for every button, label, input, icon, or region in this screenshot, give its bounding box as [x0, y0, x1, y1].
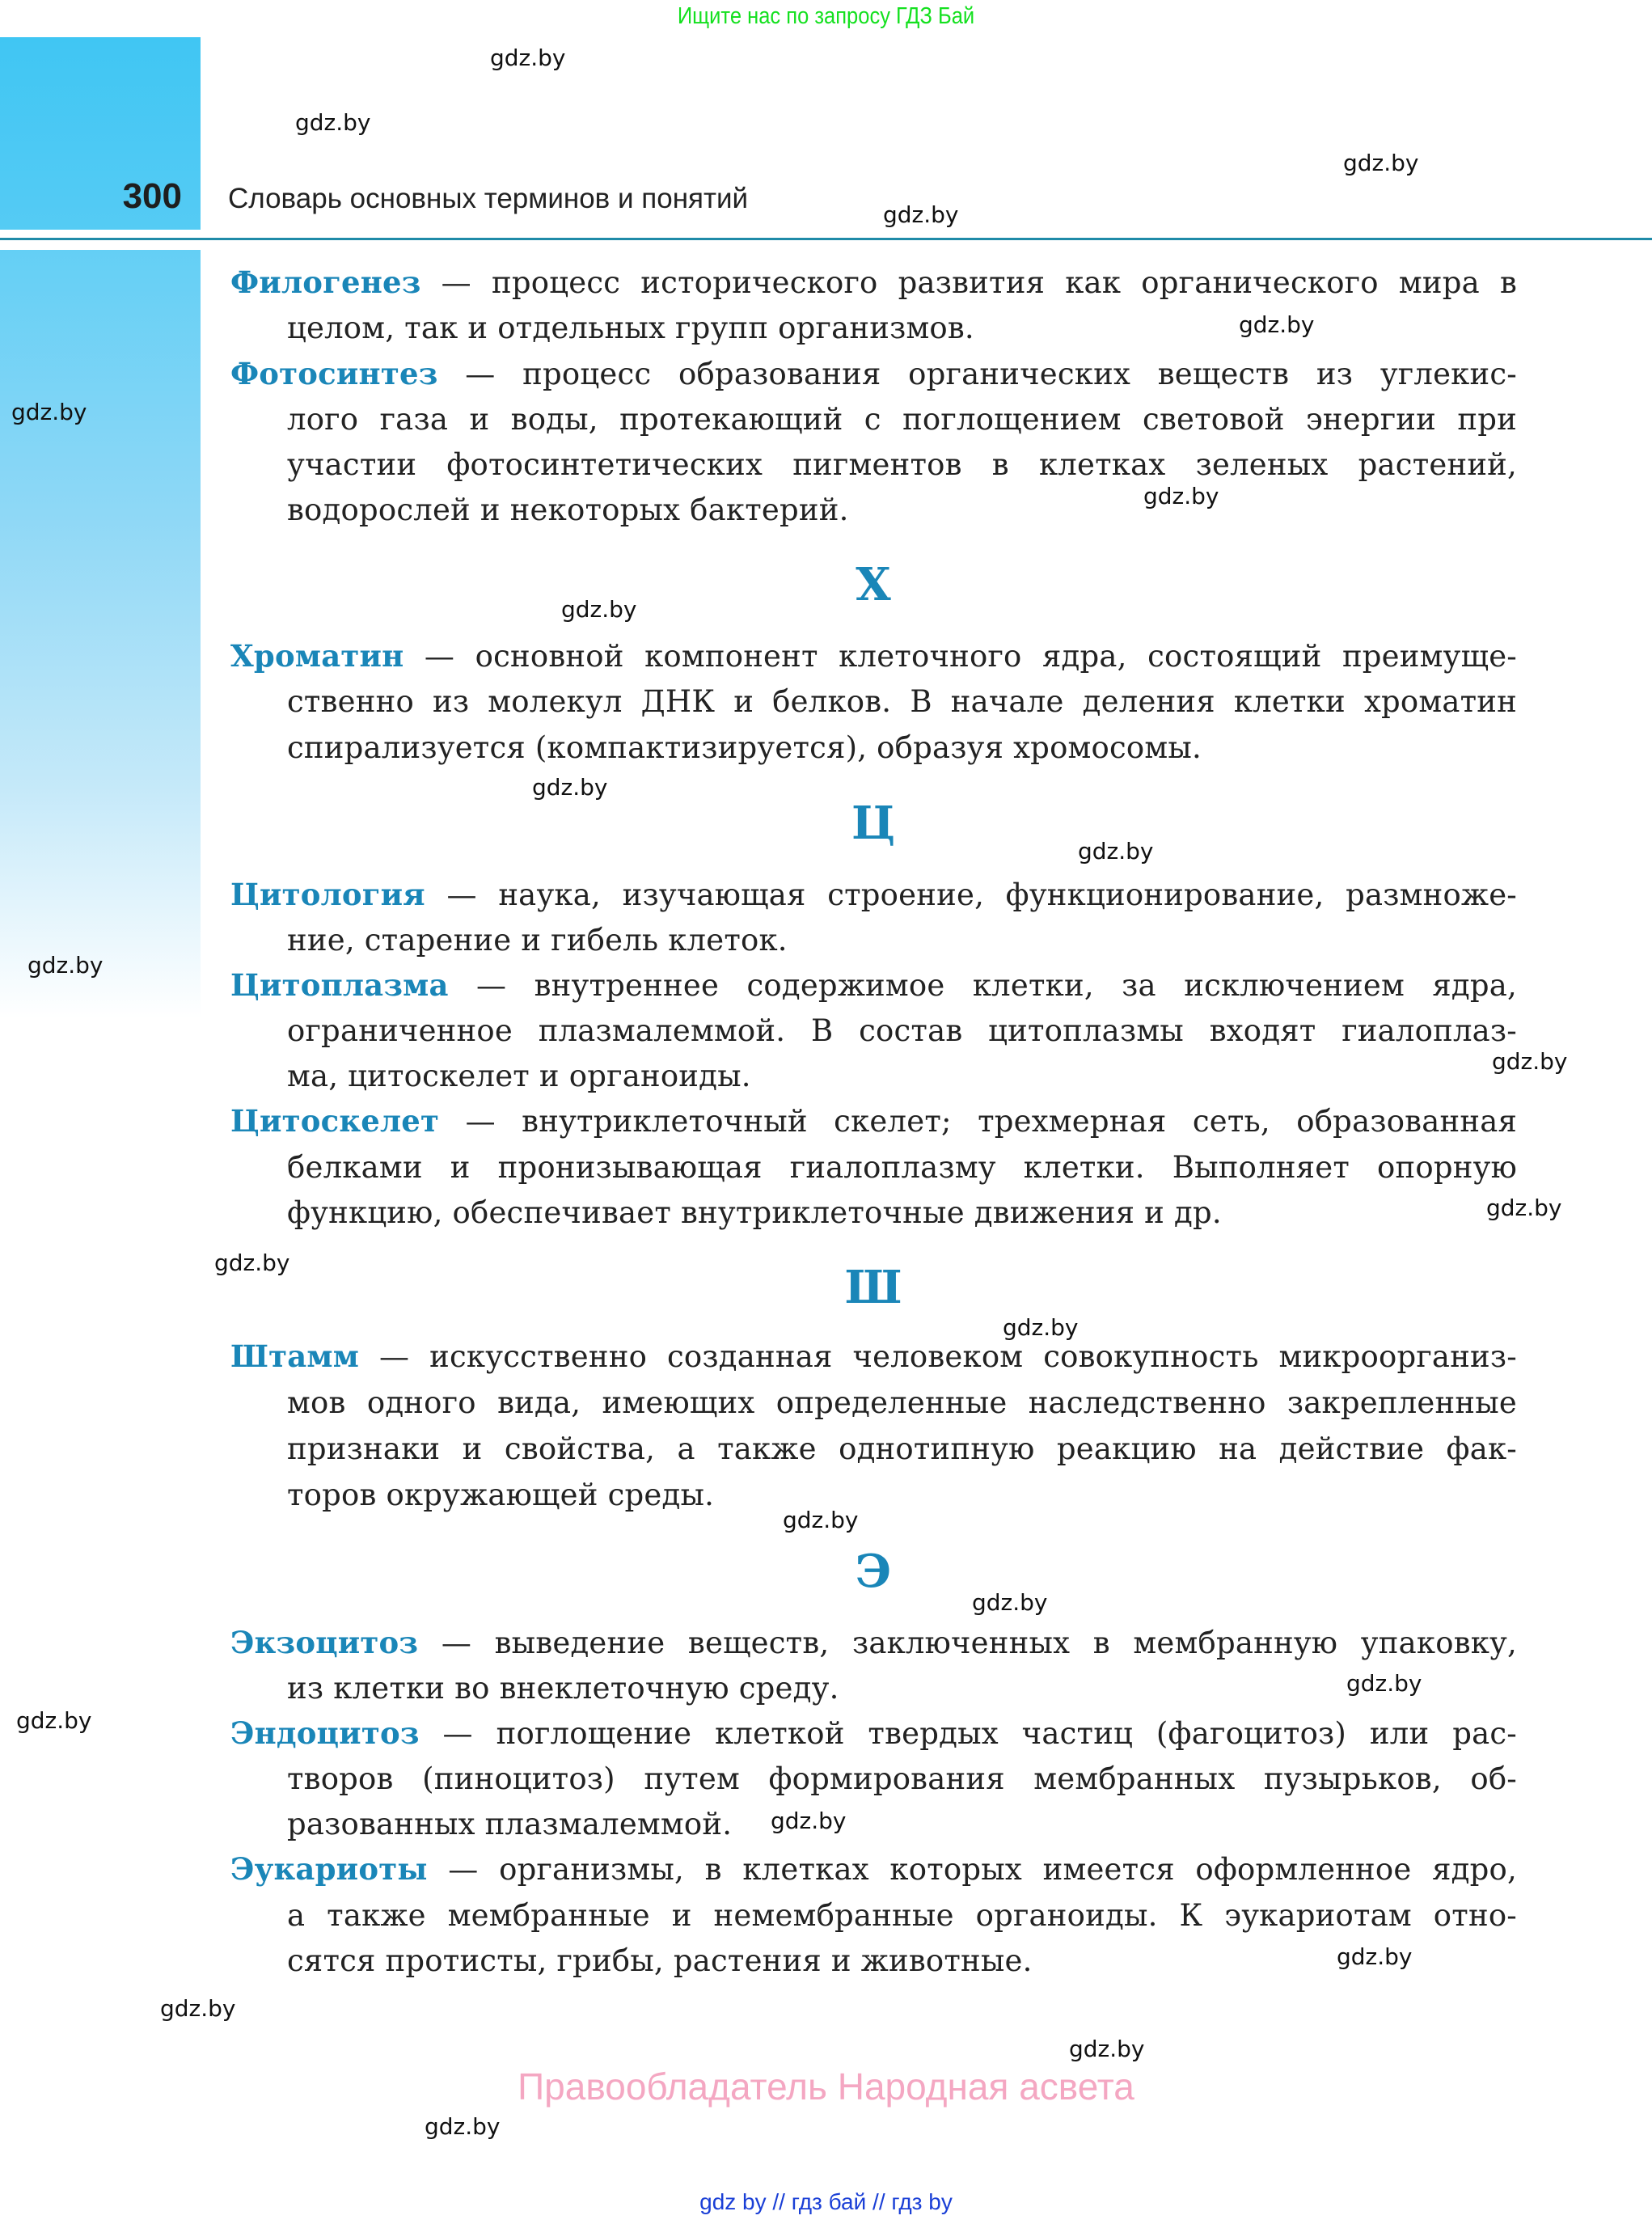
watermark: gdz.by [771, 1808, 847, 1834]
watermark: gdz.by [11, 399, 87, 425]
term-khromatin: Хроматин [230, 638, 404, 674]
term-tsitoplazma: Цитоплазма [230, 967, 449, 1003]
entry-line: признаки и свойства, а также однотипную реакцию на действие фак- [287, 1431, 1517, 1466]
watermark: gdz.by [561, 596, 637, 623]
footer-links[interactable]: gdz by // гдз бай // гдз by [699, 2189, 953, 2214]
entry-line: из клетки во внеклеточную среду. [287, 1671, 839, 1706]
entry-line: лого газа и воды, протекающий с поглощением световой энергии при [287, 402, 1517, 437]
watermark: gdz.by [425, 2113, 501, 2140]
watermark: gdz.by [160, 1995, 236, 2022]
watermark: gdz.by [1003, 1314, 1079, 1341]
entry-line: Штамм — искусственно созданная человеком совокупность микроорганиз- [230, 1338, 1517, 1374]
copyright-holder: Правообладатель Народная асвета [518, 2065, 1134, 2108]
watermark: gdz.by [883, 201, 959, 228]
watermark: gdz.by [1143, 483, 1219, 509]
entry-line: Фотосинтез — процесс образования органических веществ из углекис- [230, 356, 1517, 391]
entry-line: Хроматин — основной компонент клеточного ядра, состоящий преимуще- [230, 638, 1517, 674]
entry-line: ма, цитоскелет и органоиды. [287, 1059, 751, 1093]
entry-line: Цитология — наука, изучающая строение, функционирование, размноже- [230, 877, 1517, 912]
entry-line: ограниченное плазмалеммой. В состав цитоплазмы входят гиалоплаз- [287, 1013, 1517, 1048]
entry-line: участии фотосинтетических пигментов в клетках зеленых растений, [287, 447, 1517, 482]
section-letter-e: Э [855, 1545, 892, 1598]
entry-line: функцию, обеспечивает внутриклеточные движения и др. [287, 1195, 1222, 1230]
entry-line: Филогенез — процесс исторического развития как органического мира в [230, 264, 1517, 300]
header-rule [0, 238, 1652, 240]
entry-line: белками и пронизывающая гиалоплазму клетки. Выполняет опорную [287, 1150, 1517, 1185]
watermark: gdz.by [1346, 1670, 1422, 1697]
entry-line: водорослей и некоторых бактерий. [287, 493, 849, 527]
section-letter-sh: Ш [844, 1261, 902, 1314]
watermark: gdz.by [1078, 838, 1154, 865]
watermark: gdz.by [1492, 1048, 1568, 1075]
section-letter-ts: Ц [851, 797, 896, 850]
watermark: gdz.by [27, 952, 104, 979]
watermark: gdz.by [1337, 1943, 1413, 1970]
watermark: gdz.by [490, 44, 566, 71]
entry-line: Эндоцитоз — поглощение клеткой твердых частиц (фагоцитоз) или рас- [230, 1715, 1517, 1751]
entry-line: мов одного вида, имеющих определенные наследственно закрепленные [287, 1385, 1517, 1420]
entry-line: Цитоскелет — внутриклеточный скелет; трехмерная сеть, образованная [230, 1103, 1517, 1139]
watermark: gdz.by [214, 1249, 290, 1276]
term-eukarioty: Эукариоты [230, 1851, 428, 1887]
entry-line: спирализуется (компактизируется), образуя хромосомы. [287, 730, 1202, 765]
entry-line: сятся протисты, грибы, растения и животные. [287, 1943, 1033, 1978]
entry-line: торов окружающей среды. [287, 1478, 715, 1512]
sidebar-gradient-block [0, 250, 201, 1018]
term-fotosintez: Фотосинтез [230, 356, 438, 391]
watermark: gdz.by [1486, 1194, 1562, 1221]
watermark: gdz.by [972, 1589, 1048, 1616]
term-shtamm: Штамм [230, 1338, 360, 1374]
page-number: 300 [122, 176, 182, 216]
term-tsitoskelet: Цитоскелет [230, 1103, 440, 1139]
term-ekzotsitoz: Экзоцитоз [230, 1625, 419, 1660]
watermark: gdz.by [1343, 150, 1419, 176]
watermark: gdz.by [532, 774, 608, 801]
term-endotsitoz: Эндоцитоз [230, 1715, 420, 1751]
watermark: gdz.by [1069, 2036, 1145, 2062]
search-hint-banner: Ищите нас по запросу ГДЗ Бай [677, 3, 975, 29]
entry-line: целом, так и отдельных групп организмов. [287, 311, 974, 345]
entry-line: Эукариоты — организмы, в клетках которых имеется оформленное ядро, [230, 1851, 1517, 1887]
entry-line: Экзоцитоз — выведение веществ, заключенных в мембранную упаковку, [230, 1625, 1517, 1660]
watermark: gdz.by [1239, 311, 1315, 338]
entry-line: а также мембранные и немембранные органоиды. К эукариотам отно- [287, 1898, 1517, 1933]
running-title: Словарь основных терминов и понятий [228, 183, 749, 214]
entry-line: ственно из молекул ДНК и белков. В начале деления клетки хроматин [287, 684, 1517, 719]
watermark: gdz.by [295, 109, 371, 136]
entry-line: Цитоплазма — внутреннее содержимое клетки, за исключением ядра, [230, 967, 1517, 1003]
entry-line: разованных плазмалеммой. [287, 1807, 733, 1841]
term-tsitologiya: Цитология [230, 877, 425, 912]
term-filogenez: Филогенез [230, 264, 421, 300]
entry-line: ние, старение и гибель клеток. [287, 923, 788, 958]
watermark: gdz.by [16, 1707, 92, 1734]
section-letter-kh: Х [856, 558, 891, 611]
entry-line: творов (пиноцитоз) путем формирования мембранных пузырьков, об- [287, 1761, 1517, 1796]
watermark: gdz.by [783, 1507, 859, 1533]
